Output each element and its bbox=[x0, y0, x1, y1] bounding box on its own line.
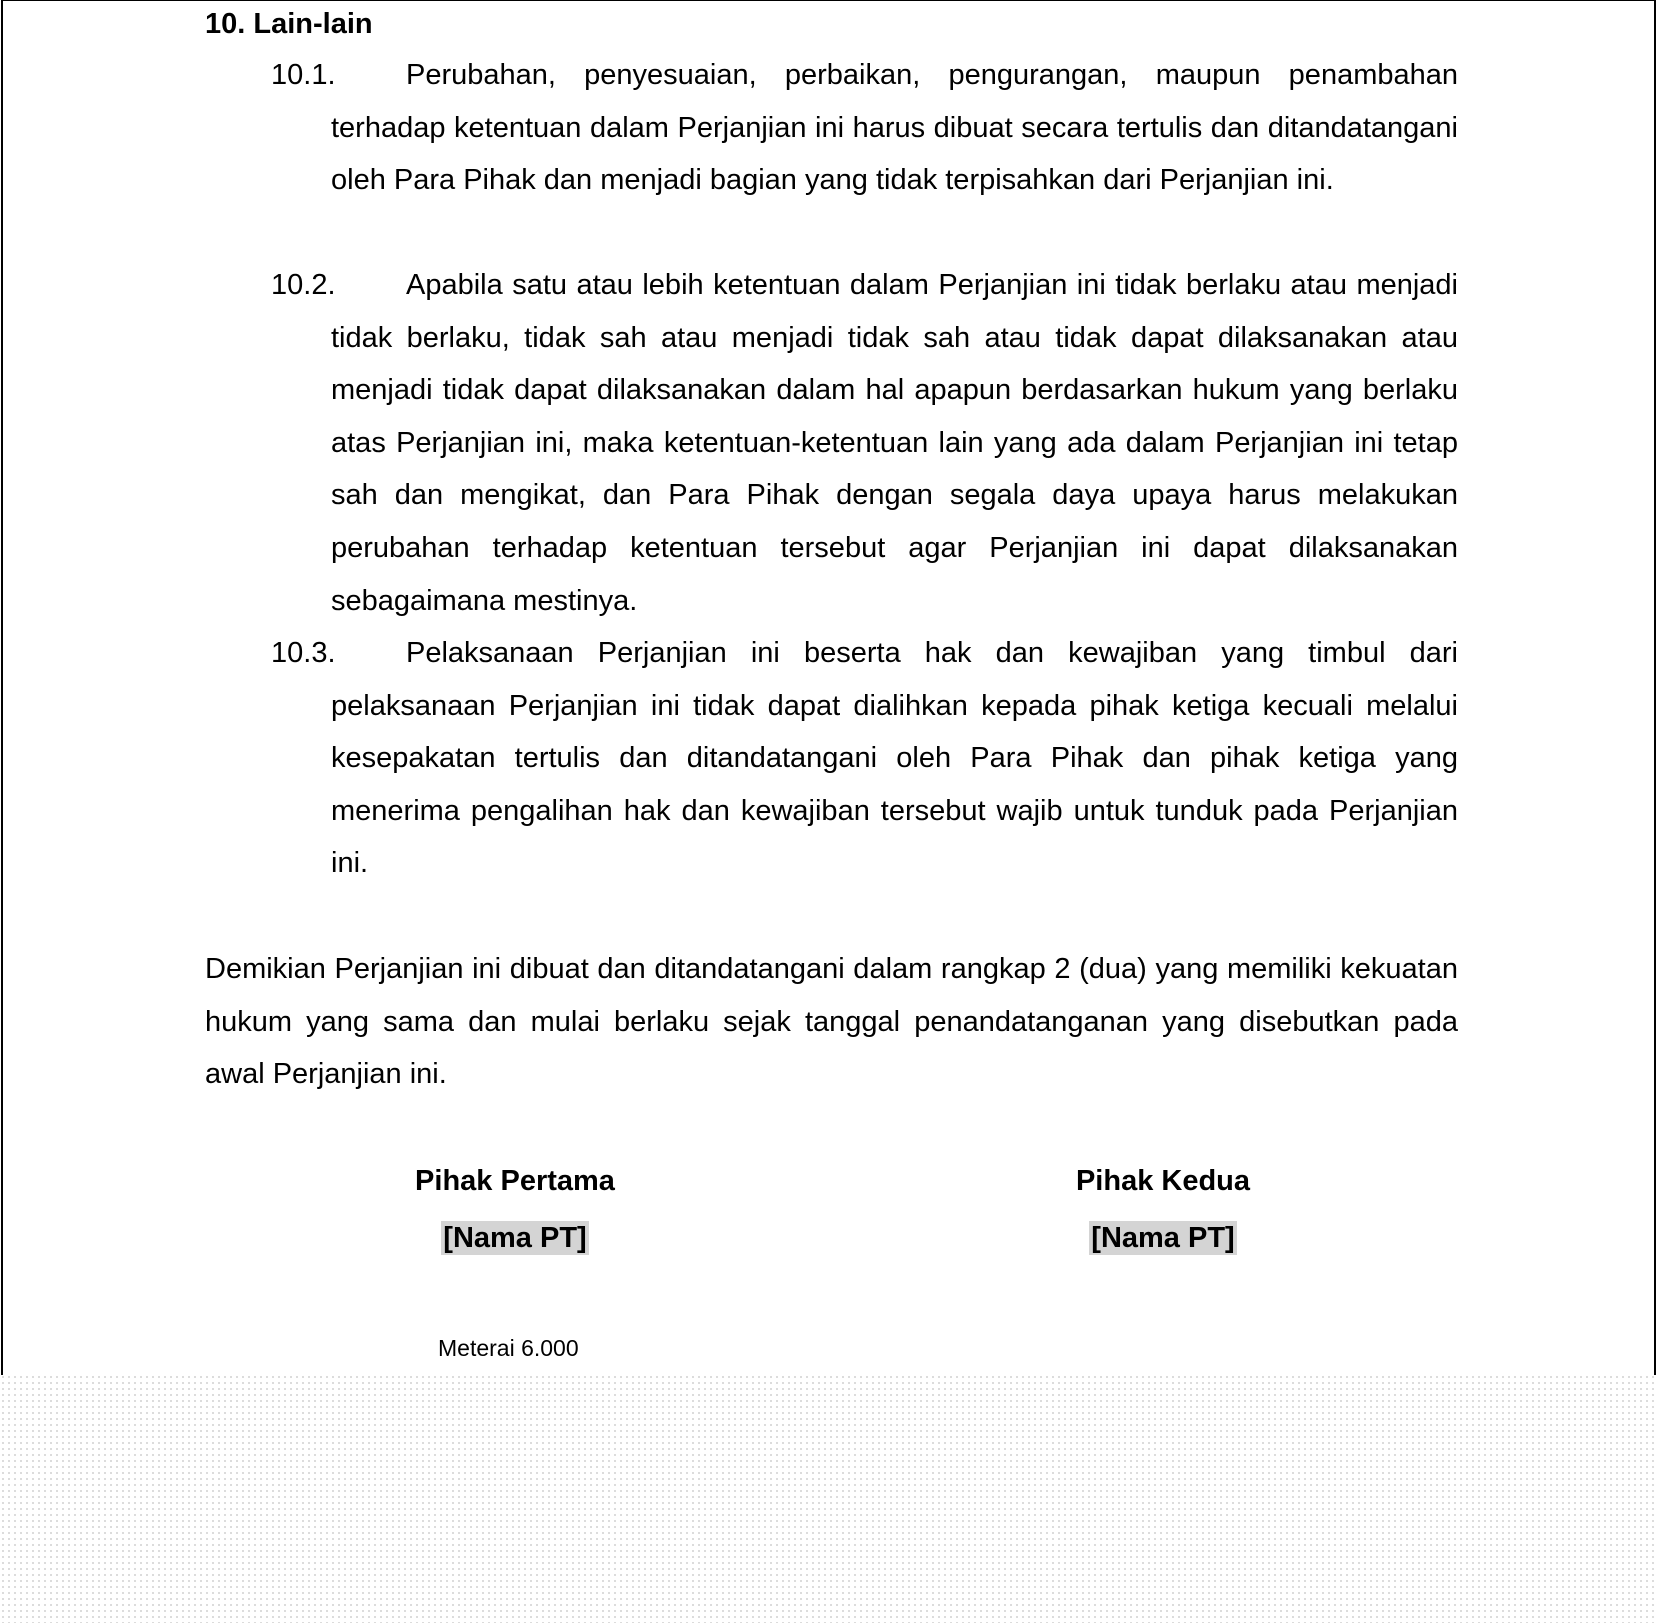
second-party-name-placeholder: [Nama PT] bbox=[1091, 1222, 1235, 1254]
first-party-title: Pihak Pertama bbox=[415, 1165, 615, 1197]
clause-text: Apabila satu atau lebih ketentuan dalam Perjanjian ini tidak berlaku atau menjadi tidak berlaku, tidak sah atau menjadi tidak sah atau tidak dapat dilaksanakan atau menjadi tidak dapat dilaksanakan dalam hal apapun berdasarkan hukum yang berlaku atas Perjanjian ini, maka ketentuan-ketentuan lain yang ada dalam Perjanjian ini tetap sah dan mengikat, dan Para Pihak dengan segala daya upaya harus melakukan perubahan terhadap ketentuan tersebut agar Perjanjian ini dapat dilaksanakan sebagaimana mestinya. bbox=[331, 269, 1458, 617]
section-heading: 10. Lain-lain bbox=[205, 8, 373, 40]
second-party-title: Pihak Kedua bbox=[1075, 1165, 1251, 1197]
clause-number: 10.3. bbox=[271, 637, 336, 669]
clause-10-3 bbox=[271, 627, 1458, 890]
clause-number: 10.1. bbox=[271, 59, 336, 91]
clause-text: Perubahan, penyesuaian, perbaikan, pengurangan, maupun penambahan terhadap ketentuan dalam Perjanjian ini harus dibuat secara tertulis dan ditandatangani oleh Para Pihak dan menjadi bagian yang tidak terpisahkan dari Perjanjian ini. bbox=[331, 59, 1458, 197]
document-page bbox=[1, 0, 1656, 1375]
first-party-name-placeholder: [Nama PT] bbox=[443, 1222, 587, 1254]
signature-block-first-party bbox=[315, 1163, 715, 1255]
stamp-duty-label: Meterai 6.000 bbox=[438, 1335, 579, 1361]
clause-number: 10.2. bbox=[271, 269, 336, 301]
clause-10-1 bbox=[271, 49, 1458, 207]
closing-paragraph: Demikian Perjanjian ini dibuat dan ditandatangani dalam rangkap 2 (dua) yang memiliki kekuatan hukum yang sama dan mulai berlaku sejak tanggal penandatanganan yang disebutkan pada awal Perjanjian ini. bbox=[205, 953, 1458, 1091]
signature-block-second-party bbox=[963, 1163, 1363, 1255]
clause-10-2 bbox=[271, 259, 1458, 627]
clause-text: Pelaksanaan Perjanjian ini beserta hak dan kewajiban yang timbul dari pelaksanaan Perjanjian ini tidak dapat dialihkan kepada pihak ketiga kecuali melalui kesepakatan tertulis dan ditandatangani oleh Para Pihak dan pihak ketiga yang menerima pengalihan hak dan kewajiban tersebut wajib untuk tunduk pada Perjanjian ini. bbox=[331, 637, 1458, 880]
